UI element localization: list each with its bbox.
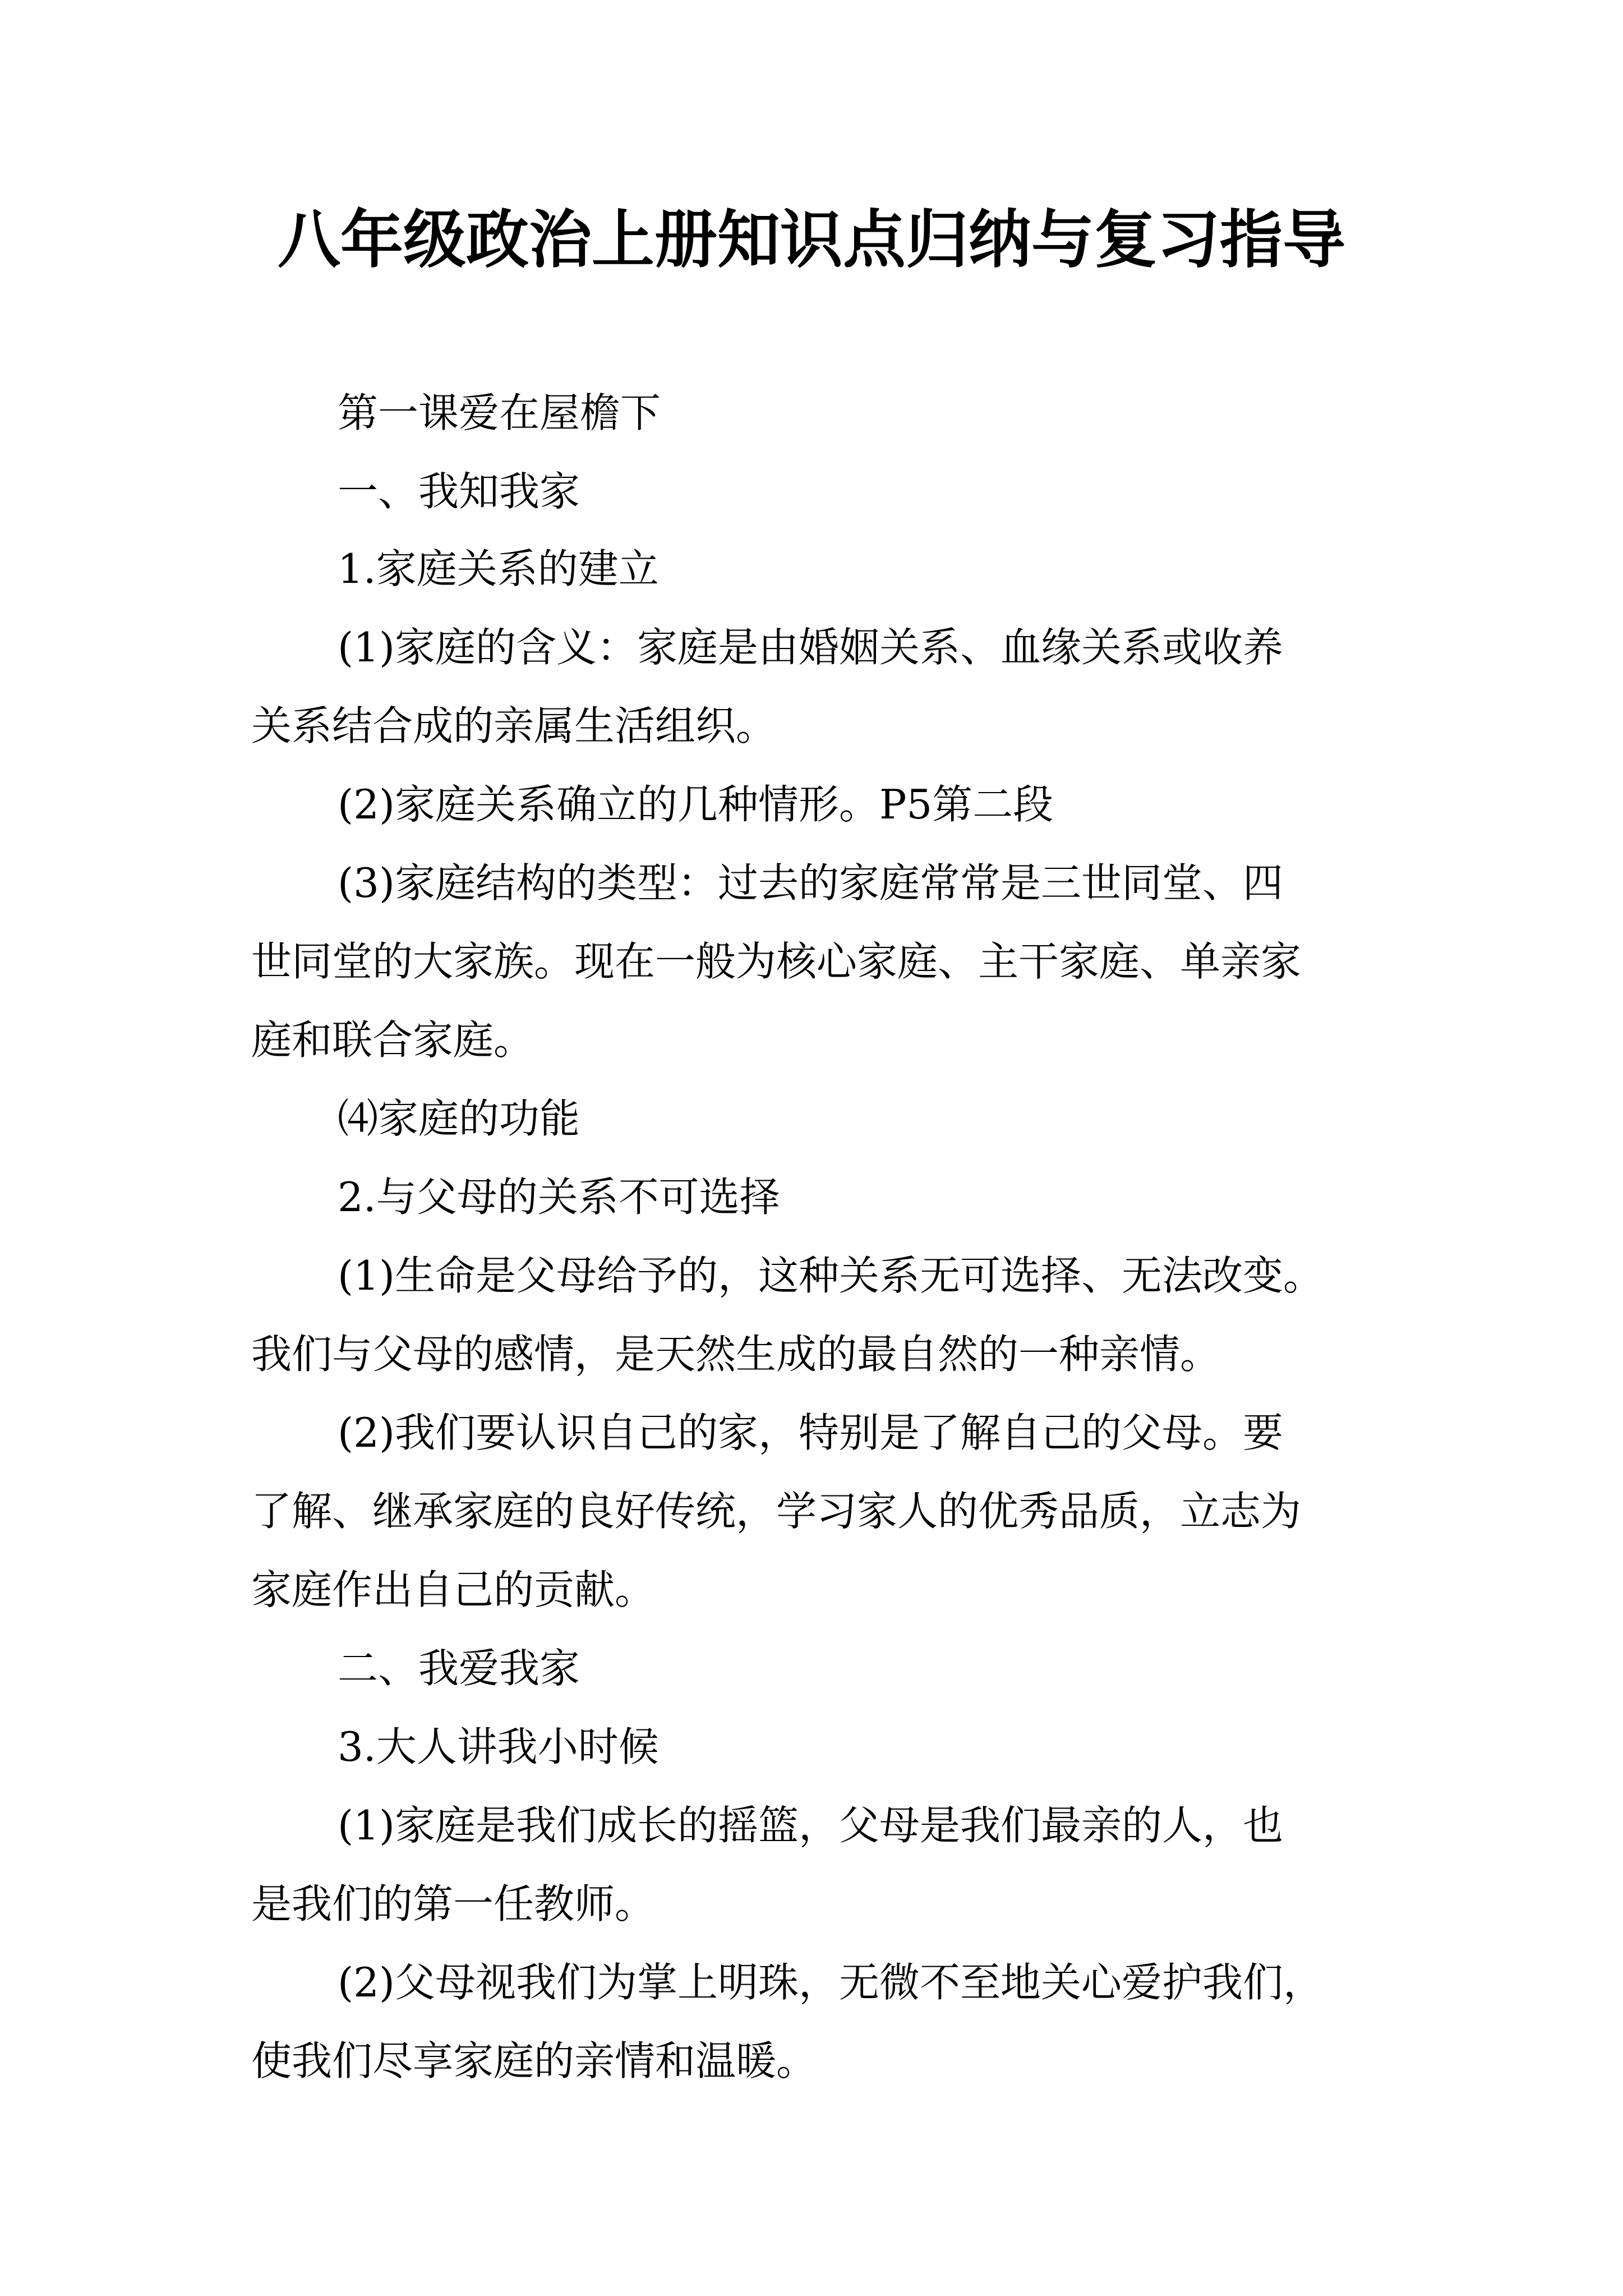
paragraph-line: (1)家庭的含义：家庭是由婚姻关系、血缘关系或收养 — [338, 624, 1283, 671]
paragraph-line: 关系结合成的亲属生活组织。 — [251, 702, 777, 749]
paragraph-line: (1)家庭是我们成长的摇篮，父母是我们最亲的人，也 — [338, 1802, 1283, 1849]
paragraph-line: (3)家庭结构的类型：过去的家庭常常是三世同堂、四 — [338, 859, 1283, 907]
paragraph-line: (2)家庭关系确立的几种情形。P5第二段 — [338, 781, 1054, 828]
paragraph-line: (2)父母视我们为掌上明珠，无微不至地关心爱护我们， — [338, 1959, 1324, 2006]
paragraph-line: ⑷家庭的功能 — [338, 1095, 580, 1142]
topic-heading: 3.大人讲我小时候 — [338, 1723, 659, 1770]
lesson-heading: 第一课爱在屋檐下 — [338, 389, 661, 436]
topic-heading: 1.家庭关系的建立 — [338, 545, 659, 592]
paragraph-line: 使我们尽享家庭的亲情和温暖。 — [251, 2037, 817, 2085]
topic-heading: 2.与父母的关系不可选择 — [338, 1174, 780, 1221]
paragraph-line: 是我们的第一任教师。 — [251, 1880, 656, 1927]
paragraph-line: 了解、继承家庭的良好传统，学习家人的优秀品质，立志为 — [251, 1488, 1302, 1535]
page-title: 八年级政治上册知识点归纳与复习指导 — [278, 204, 1345, 277]
section-heading: 一、我知我家 — [338, 468, 580, 515]
paragraph-line: 世同堂的大家族。现在一般为核心家庭、主干家庭、单亲家 — [251, 938, 1302, 985]
paragraph-line: 我们与父母的感情，是天然生成的最自然的一种亲情。 — [251, 1331, 1221, 1378]
paragraph-line: 家庭作出自己的贡献。 — [251, 1566, 656, 1613]
paragraph-line: 庭和联合家庭。 — [251, 1016, 534, 1064]
paragraph-line: (2)我们要认识自己的家，特别是了解自己的父母。要 — [338, 1409, 1283, 1456]
paragraph-line: (1)生命是父母给予的，这种关系无可选择、无法改变。 — [338, 1252, 1324, 1299]
section-heading: 二、我爱我家 — [338, 1645, 580, 1692]
